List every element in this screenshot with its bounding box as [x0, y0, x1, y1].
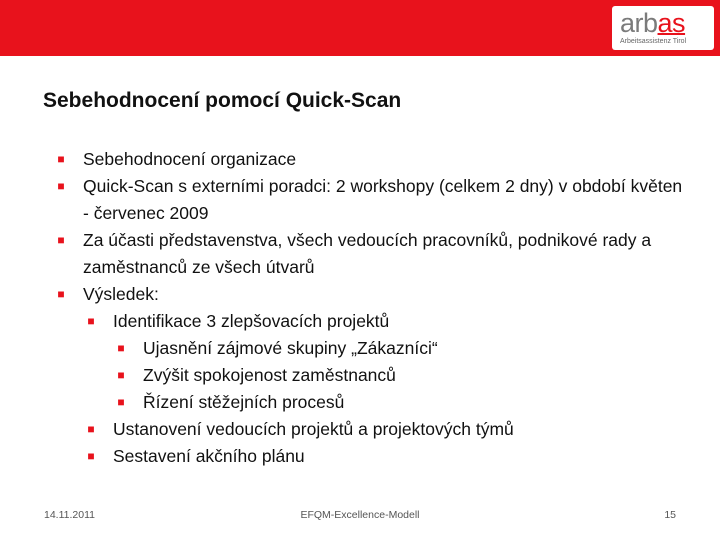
footer-title: EFQM-Excellence-Modell	[300, 509, 420, 521]
bullet-text: Řízení stěžejních procesů	[143, 392, 345, 412]
bullet-square-icon: ■	[117, 341, 125, 355]
bullet-text: Sestavení akčního plánu	[113, 446, 305, 466]
bullet-text: Za účasti představenstva, všech vedoucích pracovníků, podnikové rady a zaměstnanců ze všech útvarů	[83, 230, 652, 277]
bullet-square-icon: ■	[57, 233, 65, 247]
bullet-item	[0, 281, 720, 308]
bullet-square-icon: ■	[57, 152, 65, 166]
bullet-text: Sebehodnocení organizace	[83, 149, 297, 169]
bullet-square-icon: ■	[87, 314, 95, 328]
logo-wordmark	[620, 9, 685, 37]
arbas-logo	[612, 6, 714, 50]
slide-title: Sebehodnocení pomocí Quick-Scan	[43, 89, 402, 112]
bullet-square-icon: ■	[87, 449, 95, 463]
bullet-square-icon: ■	[117, 395, 125, 409]
sub-bullet-item	[0, 443, 720, 470]
sub-bullet-item	[0, 308, 720, 335]
logo-wordmark-part-a: arb	[620, 8, 658, 38]
bullet-item	[0, 227, 720, 281]
bullet-text: Quick-Scan s externími poradci: 2 workshopy (celkem 2 dny) v období květen - červenec 2009	[83, 176, 683, 223]
bullet-list	[0, 146, 720, 470]
sub-sub-bullet-item	[0, 362, 720, 389]
footer-date: 14.11.2011	[44, 509, 95, 521]
bullet-item	[0, 146, 720, 173]
bullet-square-icon: ■	[57, 287, 65, 301]
bullet-text: Ustanovení vedoucích projektů a projektových týmů	[113, 419, 514, 439]
bullet-item	[0, 173, 720, 227]
page-number: 15	[664, 509, 676, 521]
bullet-text: Zvýšit spokojenost zaměstnanců	[143, 365, 396, 385]
bullet-text: Identifikace 3 zlepšovacích projektů	[113, 311, 390, 331]
sub-sub-bullet-item	[0, 389, 720, 416]
sub-sub-bullet-item	[0, 335, 720, 362]
logo-wordmark-part-b: as	[657, 8, 686, 38]
bullet-text: Výsledek:	[83, 284, 159, 304]
sub-bullet-item	[0, 416, 720, 443]
logo-tagline: Arbeitsassistenz Tirol	[620, 38, 687, 45]
bullet-square-icon: ■	[87, 422, 95, 436]
header-bar	[0, 0, 720, 56]
bullet-text: Ujasnění zájmové skupiny „Zákazníci“	[143, 338, 438, 358]
bullet-square-icon: ■	[117, 368, 125, 382]
bullet-square-icon: ■	[57, 179, 65, 193]
